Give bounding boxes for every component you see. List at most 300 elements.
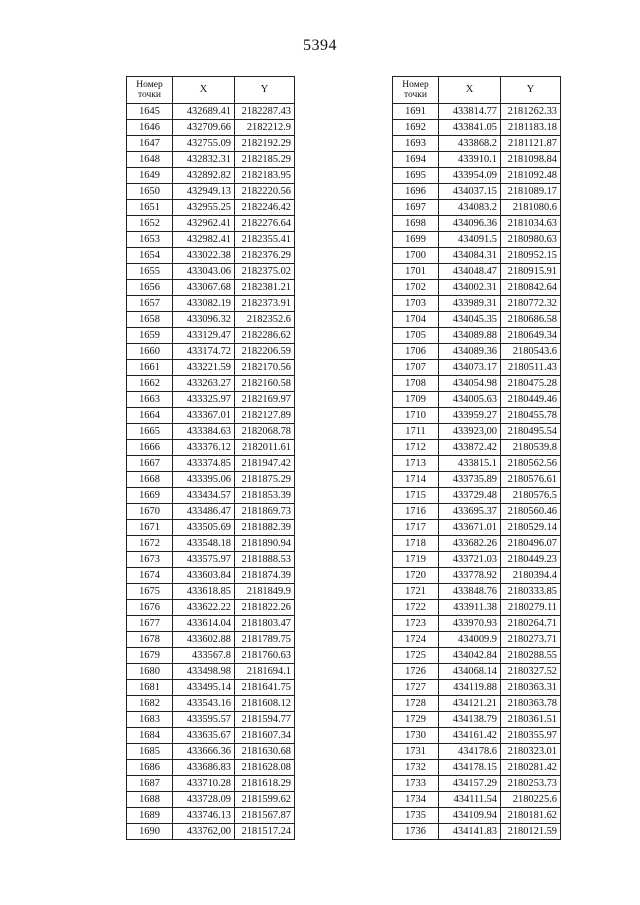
table-row bbox=[393, 808, 561, 824]
cell-x: 434091.5 bbox=[439, 232, 501, 248]
cell-y: 2180363.78 bbox=[501, 696, 561, 712]
cell-point-number: 1734 bbox=[393, 792, 439, 808]
cell-point-number: 1706 bbox=[393, 344, 439, 360]
cell-x: 433067.68 bbox=[173, 280, 235, 296]
table-row bbox=[393, 120, 561, 136]
table-row bbox=[127, 408, 295, 424]
cell-point-number: 1662 bbox=[127, 376, 173, 392]
cell-x: 433096.32 bbox=[173, 312, 235, 328]
cell-x: 433911.38 bbox=[439, 600, 501, 616]
table-row bbox=[393, 616, 561, 632]
cell-y: 2180273.71 bbox=[501, 632, 561, 648]
table-row bbox=[127, 648, 295, 664]
cell-point-number: 1701 bbox=[393, 264, 439, 280]
cell-x: 433989.31 bbox=[439, 296, 501, 312]
cell-point-number: 1671 bbox=[127, 520, 173, 536]
cell-point-number: 1735 bbox=[393, 808, 439, 824]
cell-point-number: 1686 bbox=[127, 760, 173, 776]
cell-x: 434073.17 bbox=[439, 360, 501, 376]
table-row bbox=[127, 104, 295, 120]
table-row bbox=[393, 792, 561, 808]
cell-y: 2180281.42 bbox=[501, 760, 561, 776]
cell-x: 433603.84 bbox=[173, 568, 235, 584]
cell-x: 433498.98 bbox=[173, 664, 235, 680]
cell-point-number: 1696 bbox=[393, 184, 439, 200]
cell-y: 2181630.68 bbox=[235, 744, 295, 760]
cell-y: 2181882.39 bbox=[235, 520, 295, 536]
table-body-right bbox=[393, 104, 561, 840]
cell-x: 433374.85 bbox=[173, 456, 235, 472]
table-row bbox=[393, 600, 561, 616]
cell-point-number: 1682 bbox=[127, 696, 173, 712]
cell-y: 2181641.75 bbox=[235, 680, 295, 696]
table-row bbox=[393, 632, 561, 648]
cell-x: 433022.38 bbox=[173, 248, 235, 264]
cell-y: 2182287.43 bbox=[235, 104, 295, 120]
cell-x: 433635.67 bbox=[173, 728, 235, 744]
cell-y: 2180288.55 bbox=[501, 648, 561, 664]
cell-x: 432962.41 bbox=[173, 216, 235, 232]
cell-x: 433263.27 bbox=[173, 376, 235, 392]
cell-y: 2181869.73 bbox=[235, 504, 295, 520]
cell-point-number: 1688 bbox=[127, 792, 173, 808]
cell-y: 2181567.87 bbox=[235, 808, 295, 824]
cell-point-number: 1727 bbox=[393, 680, 439, 696]
cell-y: 2180327.52 bbox=[501, 664, 561, 680]
cell-x: 433486.47 bbox=[173, 504, 235, 520]
cell-x: 433221.59 bbox=[173, 360, 235, 376]
cell-x: 432949.13 bbox=[173, 184, 235, 200]
cell-point-number: 1711 bbox=[393, 424, 439, 440]
cell-y: 2182160.58 bbox=[235, 376, 295, 392]
cell-y: 2180181.62 bbox=[501, 808, 561, 824]
cell-point-number: 1721 bbox=[393, 584, 439, 600]
cell-y: 2181262.33 bbox=[501, 104, 561, 120]
cell-y: 2182183.95 bbox=[235, 168, 295, 184]
table-row bbox=[127, 360, 295, 376]
cell-point-number: 1653 bbox=[127, 232, 173, 248]
table-row bbox=[127, 280, 295, 296]
cell-y: 2181628.08 bbox=[235, 760, 295, 776]
cell-x: 434083.2 bbox=[439, 200, 501, 216]
table-row bbox=[393, 168, 561, 184]
table-row bbox=[393, 376, 561, 392]
cell-point-number: 1718 bbox=[393, 536, 439, 552]
cell-x: 434089.36 bbox=[439, 344, 501, 360]
cell-x: 433434.57 bbox=[173, 488, 235, 504]
cell-x: 433695.37 bbox=[439, 504, 501, 520]
cell-y: 2181789.75 bbox=[235, 632, 295, 648]
cell-x: 434048.47 bbox=[439, 264, 501, 280]
cell-point-number: 1717 bbox=[393, 520, 439, 536]
cell-x: 434005.63 bbox=[439, 392, 501, 408]
table-row bbox=[127, 600, 295, 616]
cell-y: 2180121.59 bbox=[501, 824, 561, 840]
cell-point-number: 1719 bbox=[393, 552, 439, 568]
cell-x: 434045.35 bbox=[439, 312, 501, 328]
table-row bbox=[127, 440, 295, 456]
table-row bbox=[127, 184, 295, 200]
cell-point-number: 1726 bbox=[393, 664, 439, 680]
cell-y: 2181121.87 bbox=[501, 136, 561, 152]
cell-y: 2181888.53 bbox=[235, 552, 295, 568]
table-row bbox=[127, 568, 295, 584]
cell-point-number: 1668 bbox=[127, 472, 173, 488]
table-row bbox=[393, 584, 561, 600]
table-row bbox=[393, 264, 561, 280]
cell-y: 2182068.78 bbox=[235, 424, 295, 440]
cell-x: 433841.05 bbox=[439, 120, 501, 136]
cell-point-number: 1677 bbox=[127, 616, 173, 632]
cell-y: 2182352.6 bbox=[235, 312, 295, 328]
cell-x: 433923,00 bbox=[439, 424, 501, 440]
cell-y: 2182375.02 bbox=[235, 264, 295, 280]
cell-point-number: 1720 bbox=[393, 568, 439, 584]
table-header-row bbox=[127, 77, 295, 104]
cell-y: 2180915.91 bbox=[501, 264, 561, 280]
cell-y: 2180649.34 bbox=[501, 328, 561, 344]
cell-point-number: 1707 bbox=[393, 360, 439, 376]
cell-point-number: 1712 bbox=[393, 440, 439, 456]
cell-y: 2182286.62 bbox=[235, 328, 295, 344]
cell-y: 2182355.41 bbox=[235, 232, 295, 248]
cell-x: 434068.14 bbox=[439, 664, 501, 680]
cell-point-number: 1730 bbox=[393, 728, 439, 744]
cell-y: 2180253.73 bbox=[501, 776, 561, 792]
cell-point-number: 1710 bbox=[393, 408, 439, 424]
table-row bbox=[127, 664, 295, 680]
cell-y: 2181803.47 bbox=[235, 616, 295, 632]
cell-y: 2181092.48 bbox=[501, 168, 561, 184]
table-row bbox=[393, 728, 561, 744]
cell-point-number: 1654 bbox=[127, 248, 173, 264]
table-row bbox=[393, 776, 561, 792]
table-row bbox=[127, 680, 295, 696]
cell-x: 434178.6 bbox=[439, 744, 501, 760]
cell-x: 433043.06 bbox=[173, 264, 235, 280]
table-row bbox=[393, 360, 561, 376]
cell-y: 2181089.17 bbox=[501, 184, 561, 200]
cell-y: 2181853.39 bbox=[235, 488, 295, 504]
table-row bbox=[393, 280, 561, 296]
table-row bbox=[393, 216, 561, 232]
table-row bbox=[127, 472, 295, 488]
table-row bbox=[127, 728, 295, 744]
cell-y: 2180449.46 bbox=[501, 392, 561, 408]
cell-point-number: 1655 bbox=[127, 264, 173, 280]
cell-x: 432955.25 bbox=[173, 200, 235, 216]
cell-x: 433174.72 bbox=[173, 344, 235, 360]
cell-point-number: 1692 bbox=[393, 120, 439, 136]
cell-y: 2181594.77 bbox=[235, 712, 295, 728]
coordinates-table-left bbox=[126, 76, 295, 840]
cell-y: 2180562.56 bbox=[501, 456, 561, 472]
header-point-number bbox=[393, 77, 439, 104]
cell-point-number: 1652 bbox=[127, 216, 173, 232]
cell-y: 2180333.85 bbox=[501, 584, 561, 600]
table-row bbox=[127, 808, 295, 824]
cell-point-number: 1713 bbox=[393, 456, 439, 472]
table-row bbox=[127, 120, 295, 136]
table-row bbox=[393, 760, 561, 776]
table-row bbox=[127, 776, 295, 792]
cell-x: 433376.12 bbox=[173, 440, 235, 456]
cell-x: 434161.42 bbox=[439, 728, 501, 744]
cell-point-number: 1648 bbox=[127, 152, 173, 168]
table-row bbox=[127, 232, 295, 248]
cell-y: 2181822.26 bbox=[235, 600, 295, 616]
header-point-number bbox=[127, 77, 173, 104]
cell-point-number: 1693 bbox=[393, 136, 439, 152]
cell-x: 433735.89 bbox=[439, 472, 501, 488]
cell-point-number: 1664 bbox=[127, 408, 173, 424]
table-header-row bbox=[393, 77, 561, 104]
cell-y: 2182206.59 bbox=[235, 344, 295, 360]
table-row bbox=[393, 248, 561, 264]
table-row bbox=[127, 616, 295, 632]
cell-y: 2180394.4 bbox=[501, 568, 561, 584]
table-row bbox=[393, 296, 561, 312]
table-row bbox=[127, 760, 295, 776]
table-row bbox=[127, 552, 295, 568]
cell-y: 2181034.63 bbox=[501, 216, 561, 232]
cell-x: 433548.18 bbox=[173, 536, 235, 552]
cell-point-number: 1683 bbox=[127, 712, 173, 728]
cell-x: 432709.66 bbox=[173, 120, 235, 136]
cell-point-number: 1678 bbox=[127, 632, 173, 648]
table-row bbox=[393, 408, 561, 424]
cell-x: 434009.9 bbox=[439, 632, 501, 648]
cell-x: 433762,00 bbox=[173, 824, 235, 840]
table-row bbox=[393, 152, 561, 168]
cell-x: 432982.41 bbox=[173, 232, 235, 248]
table-row bbox=[127, 424, 295, 440]
table-row bbox=[393, 648, 561, 664]
cell-y: 2180952.15 bbox=[501, 248, 561, 264]
cell-y: 2182185.29 bbox=[235, 152, 295, 168]
cell-x: 432689.41 bbox=[173, 104, 235, 120]
cell-y: 2180511.43 bbox=[501, 360, 561, 376]
coordinates-table-right bbox=[392, 76, 561, 840]
table-row bbox=[393, 328, 561, 344]
table-row bbox=[127, 696, 295, 712]
cell-point-number: 1650 bbox=[127, 184, 173, 200]
cell-x: 434089.88 bbox=[439, 328, 501, 344]
table-row bbox=[393, 696, 561, 712]
cell-y: 2180264.71 bbox=[501, 616, 561, 632]
table-row bbox=[393, 456, 561, 472]
cell-y: 2180455.78 bbox=[501, 408, 561, 424]
cell-y: 2181599.62 bbox=[235, 792, 295, 808]
cell-x: 433575.97 bbox=[173, 552, 235, 568]
cell-y: 2180361.51 bbox=[501, 712, 561, 728]
cell-x: 434111.54 bbox=[439, 792, 501, 808]
cell-x: 433384.63 bbox=[173, 424, 235, 440]
cell-y: 2180363.31 bbox=[501, 680, 561, 696]
cell-point-number: 1689 bbox=[127, 808, 173, 824]
cell-x: 434119.88 bbox=[439, 680, 501, 696]
cell-point-number: 1679 bbox=[127, 648, 173, 664]
cell-x: 434054.98 bbox=[439, 376, 501, 392]
cell-y: 2182220.56 bbox=[235, 184, 295, 200]
cell-x: 433729.48 bbox=[439, 488, 501, 504]
cell-y: 2182011.61 bbox=[235, 440, 295, 456]
cell-point-number: 1704 bbox=[393, 312, 439, 328]
cell-x: 433082.19 bbox=[173, 296, 235, 312]
cell-y: 2180323.01 bbox=[501, 744, 561, 760]
cell-point-number: 1675 bbox=[127, 584, 173, 600]
header-number-line2: точки bbox=[137, 90, 161, 100]
cell-point-number: 1736 bbox=[393, 824, 439, 840]
cell-point-number: 1722 bbox=[393, 600, 439, 616]
table-row bbox=[393, 824, 561, 840]
cell-point-number: 1728 bbox=[393, 696, 439, 712]
cell-point-number: 1729 bbox=[393, 712, 439, 728]
cell-point-number: 1705 bbox=[393, 328, 439, 344]
cell-y: 2181694.1 bbox=[235, 664, 295, 680]
table-row bbox=[127, 200, 295, 216]
cell-x: 433671.01 bbox=[439, 520, 501, 536]
cell-point-number: 1674 bbox=[127, 568, 173, 584]
table-row bbox=[127, 376, 295, 392]
cell-point-number: 1709 bbox=[393, 392, 439, 408]
cell-y: 2180543.6 bbox=[501, 344, 561, 360]
cell-y: 2180772.32 bbox=[501, 296, 561, 312]
cell-x: 433746.13 bbox=[173, 808, 235, 824]
cell-point-number: 1667 bbox=[127, 456, 173, 472]
cell-x: 432832.31 bbox=[173, 152, 235, 168]
cell-x: 433721.03 bbox=[439, 552, 501, 568]
table-row bbox=[393, 552, 561, 568]
cell-point-number: 1687 bbox=[127, 776, 173, 792]
cell-y: 2181874.39 bbox=[235, 568, 295, 584]
cell-x: 433970.93 bbox=[439, 616, 501, 632]
table-row bbox=[393, 440, 561, 456]
cell-y: 2180355.97 bbox=[501, 728, 561, 744]
table-row bbox=[393, 472, 561, 488]
table-row bbox=[393, 184, 561, 200]
cell-point-number: 1731 bbox=[393, 744, 439, 760]
cell-point-number: 1723 bbox=[393, 616, 439, 632]
table-row bbox=[393, 712, 561, 728]
cell-point-number: 1714 bbox=[393, 472, 439, 488]
cell-x: 433622.22 bbox=[173, 600, 235, 616]
cell-point-number: 1708 bbox=[393, 376, 439, 392]
table-row bbox=[127, 456, 295, 472]
cell-y: 2181849.9 bbox=[235, 584, 295, 600]
page-number: 5394 bbox=[303, 37, 337, 54]
cell-x: 433686.83 bbox=[173, 760, 235, 776]
table-row bbox=[393, 312, 561, 328]
cell-x: 432755.09 bbox=[173, 136, 235, 152]
cell-point-number: 1661 bbox=[127, 360, 173, 376]
header-number-line1: Номер bbox=[402, 80, 429, 90]
cell-point-number: 1691 bbox=[393, 104, 439, 120]
cell-point-number: 1657 bbox=[127, 296, 173, 312]
table-row bbox=[127, 328, 295, 344]
table-row bbox=[127, 824, 295, 840]
cell-x: 433595.57 bbox=[173, 712, 235, 728]
cell-point-number: 1676 bbox=[127, 600, 173, 616]
table-row bbox=[127, 264, 295, 280]
cell-point-number: 1658 bbox=[127, 312, 173, 328]
cell-y: 2180449.23 bbox=[501, 552, 561, 568]
cell-point-number: 1681 bbox=[127, 680, 173, 696]
table-row bbox=[393, 744, 561, 760]
table-row bbox=[393, 568, 561, 584]
cell-point-number: 1663 bbox=[127, 392, 173, 408]
table-row bbox=[393, 200, 561, 216]
table-row bbox=[393, 536, 561, 552]
table-row bbox=[127, 792, 295, 808]
cell-y: 2181890.94 bbox=[235, 536, 295, 552]
cell-x: 433543.16 bbox=[173, 696, 235, 712]
cell-y: 2180496.07 bbox=[501, 536, 561, 552]
cell-y: 2182212.9 bbox=[235, 120, 295, 136]
cell-point-number: 1669 bbox=[127, 488, 173, 504]
cell-x: 433868.2 bbox=[439, 136, 501, 152]
table-row bbox=[393, 664, 561, 680]
cell-x: 433495.14 bbox=[173, 680, 235, 696]
cell-point-number: 1680 bbox=[127, 664, 173, 680]
cell-y: 2182376.29 bbox=[235, 248, 295, 264]
cell-point-number: 1733 bbox=[393, 776, 439, 792]
cell-point-number: 1702 bbox=[393, 280, 439, 296]
cell-y: 2182246.42 bbox=[235, 200, 295, 216]
cell-y: 2181618.29 bbox=[235, 776, 295, 792]
cell-x: 433959.27 bbox=[439, 408, 501, 424]
table-row bbox=[393, 344, 561, 360]
cell-x: 434109.94 bbox=[439, 808, 501, 824]
cell-point-number: 1684 bbox=[127, 728, 173, 744]
table-row bbox=[127, 520, 295, 536]
cell-y: 2180980.63 bbox=[501, 232, 561, 248]
cell-x: 433505.69 bbox=[173, 520, 235, 536]
cell-x: 433814.77 bbox=[439, 104, 501, 120]
cell-point-number: 1645 bbox=[127, 104, 173, 120]
cell-x: 433710.28 bbox=[173, 776, 235, 792]
cell-y: 2182381.21 bbox=[235, 280, 295, 296]
cell-y: 2181760.63 bbox=[235, 648, 295, 664]
table-row bbox=[127, 584, 295, 600]
cell-x: 433815.1 bbox=[439, 456, 501, 472]
table-row bbox=[127, 248, 295, 264]
table-row bbox=[127, 488, 295, 504]
table-row bbox=[393, 136, 561, 152]
cell-y: 2181607.34 bbox=[235, 728, 295, 744]
table-row bbox=[127, 632, 295, 648]
cell-y: 2180279.11 bbox=[501, 600, 561, 616]
cell-point-number: 1660 bbox=[127, 344, 173, 360]
table-row bbox=[127, 712, 295, 728]
cell-point-number: 1672 bbox=[127, 536, 173, 552]
table-row bbox=[393, 424, 561, 440]
cell-point-number: 1666 bbox=[127, 440, 173, 456]
header-x: X bbox=[439, 77, 501, 104]
table-row bbox=[393, 488, 561, 504]
header-number-line1: Номер bbox=[136, 80, 163, 90]
cell-x: 433614.04 bbox=[173, 616, 235, 632]
table-row bbox=[127, 504, 295, 520]
cell-point-number: 1651 bbox=[127, 200, 173, 216]
cell-y: 2181608.12 bbox=[235, 696, 295, 712]
cell-x: 433954.09 bbox=[439, 168, 501, 184]
cell-x: 433666.36 bbox=[173, 744, 235, 760]
header-number-line2: точки bbox=[403, 90, 427, 100]
table-row bbox=[393, 392, 561, 408]
cell-x: 434178.15 bbox=[439, 760, 501, 776]
cell-y: 2181947.42 bbox=[235, 456, 295, 472]
